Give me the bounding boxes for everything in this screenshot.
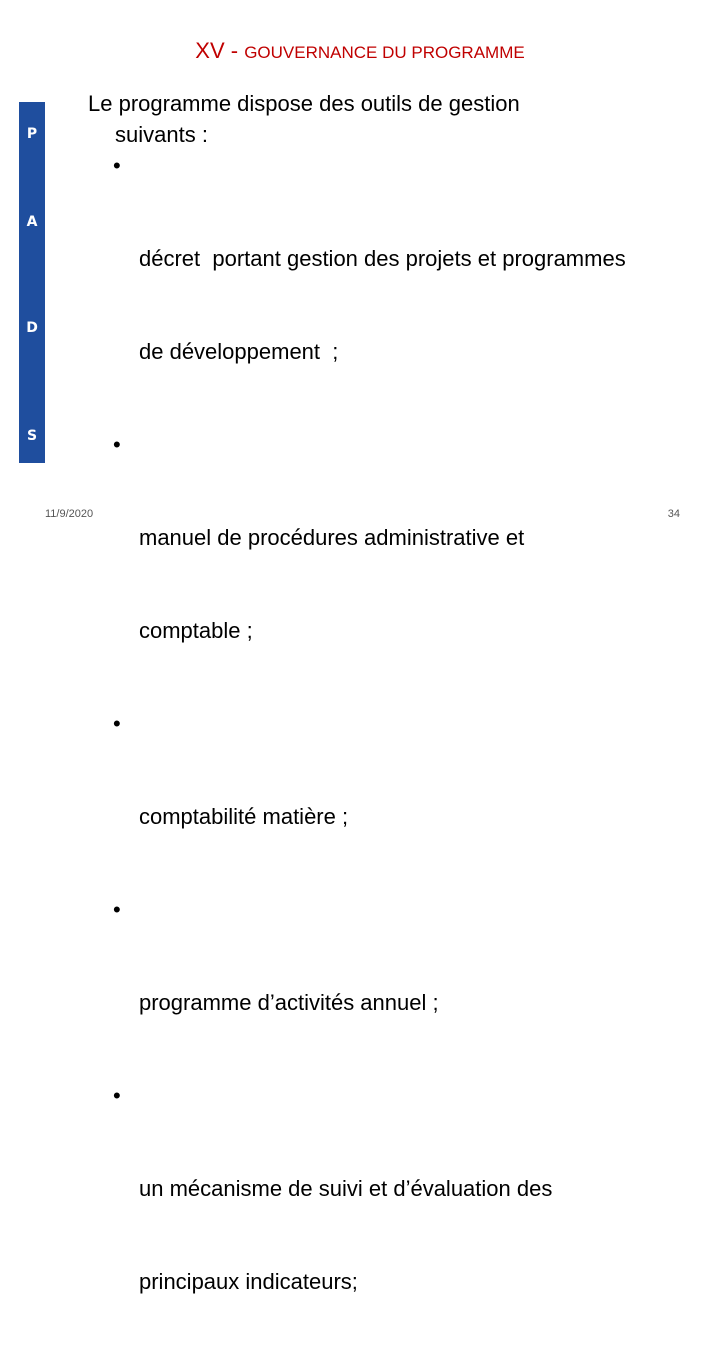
list-item-line: programme d’activités annuel ; [139,990,439,1015]
title-roman-numeral: XV - [195,38,245,63]
lead-text-line-1: Le programme dispose des outils de gestion [88,91,520,116]
lead-text-line-2: suivants : [115,122,208,147]
list-item-line: de développement ; [139,339,339,364]
tools-list [88,150,708,1359]
list-item-line: un mécanisme de suivi et d’évaluation des [139,1176,553,1201]
list-item [113,429,708,708]
list-item [113,708,708,894]
side-letter-s: S [26,428,38,444]
side-letter-a: A [26,214,38,230]
list-item-line: comptable ; [139,618,253,643]
list-item [113,894,708,1080]
list-item [113,150,708,429]
side-letter-p: P [26,126,38,142]
slide-body [88,88,708,1359]
page-number: 34 [667,508,680,520]
slide-title [0,38,720,64]
list-item-line: principaux indicateurs; [139,1269,358,1294]
list-item-line: manuel de procédures administrative et [139,525,525,550]
bullet-icon: • [113,432,121,457]
bullet-icon: • [113,153,121,178]
footer-date: 11/9/2020 [45,508,94,520]
side-bar [19,102,45,463]
list-item-line: comptabilité matière ; [139,804,349,829]
bullet-icon: • [113,897,121,922]
bullet-icon: • [113,1083,121,1108]
list-item [113,1080,708,1359]
title-text: GOUVERNANCE DU PROGRAMME [244,43,525,62]
bullet-icon: • [113,711,121,736]
list-item-line: décret portant gestion des projets et programmes [139,246,626,271]
side-letter-d: D [26,320,38,336]
